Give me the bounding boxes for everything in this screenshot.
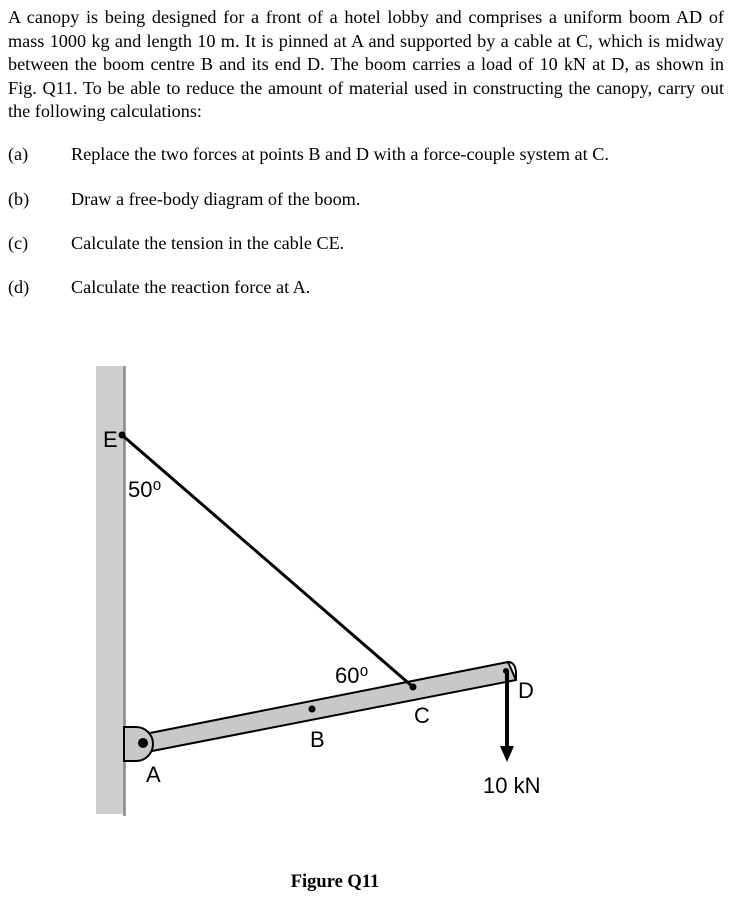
point-c-dot (410, 684, 417, 691)
label-angle-60: 60⁰ (335, 663, 369, 688)
problem-statement: A canopy is being designed for a front of a hotel lobby and comprises a uniform boom AD of mass 1000 kg and length 10 m. It is pinned at A and supported by a cable at C, which is midway between the boom centre B and its end D. The boom carries a load of 10 kN at D, as shown in Fig. Q11. To be able to reduce the amount of material used in constructing the canopy, carry out the following calculations: (8, 7, 724, 122)
pin-a-dot (138, 738, 148, 748)
figure-caption: Figure Q11 (290, 872, 380, 892)
task-label: (a) (8, 144, 29, 164)
load-label: 10 kN (483, 773, 541, 798)
task-text: Replace the two forces at points B and D with a force-couple system at C. (71, 144, 609, 164)
task-label: (d) (8, 277, 30, 297)
label-e: E (103, 427, 118, 452)
task-text: Calculate the tension in the cable CE. (71, 233, 345, 253)
label-angle-50: 50⁰ (128, 477, 162, 502)
cable-ec (122, 435, 413, 687)
label-d: D (518, 678, 534, 703)
point-b-dot (309, 706, 316, 713)
boom-ad (145, 662, 516, 752)
task-label: (c) (8, 233, 29, 253)
label-b: B (310, 727, 325, 752)
point-e-dot (119, 432, 126, 439)
task-label: (b) (8, 189, 30, 209)
label-a: A (146, 762, 161, 787)
task-text: Calculate the reaction force at A. (71, 277, 311, 297)
label-c: C (414, 703, 430, 728)
load-arrow-head (500, 746, 514, 762)
task-text: Draw a free-body diagram of the boom. (71, 189, 361, 209)
